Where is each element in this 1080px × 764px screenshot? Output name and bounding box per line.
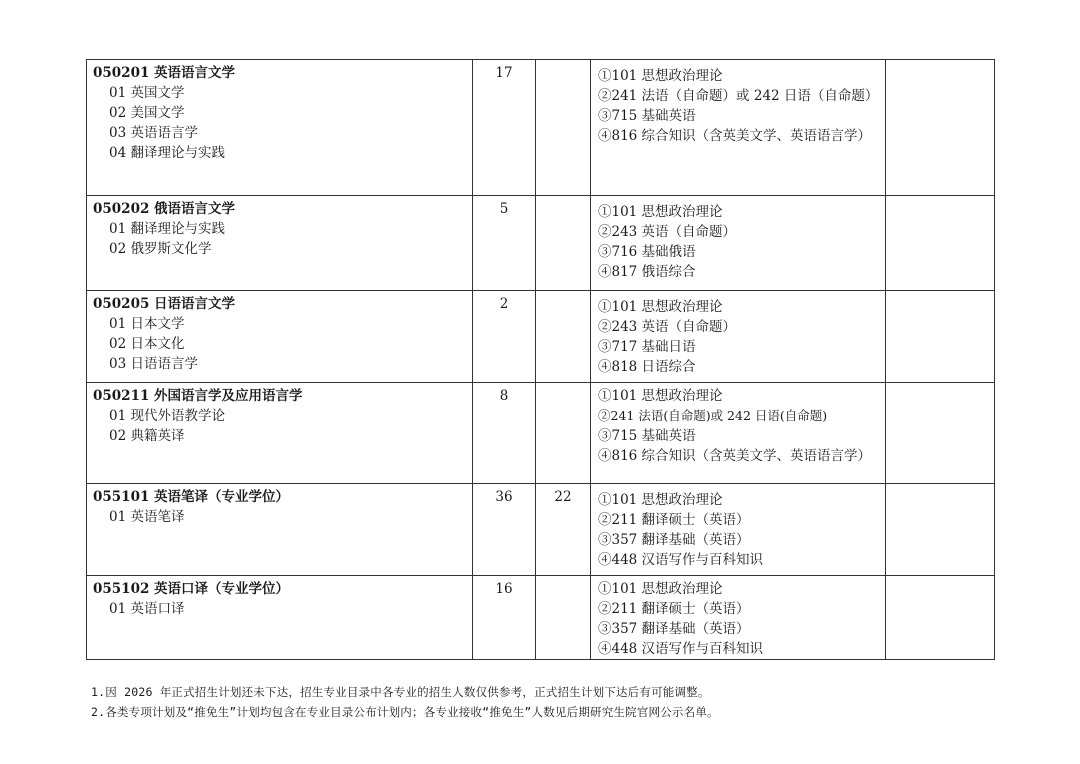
exam-cell bbox=[591, 383, 886, 484]
note-cell bbox=[886, 60, 995, 196]
major-title: 055101 英语笔译（专业学位） bbox=[93, 489, 290, 505]
direction-item: 02 日本文化 bbox=[109, 336, 185, 352]
table-row bbox=[87, 60, 995, 196]
footnote-2: 2.各类专项计划及“推免生”计划均包含在专业目录公布计划内；各专业接收“推免生”人数见后期研究生院官网公示名单。 bbox=[91, 705, 719, 719]
exam-subject: ②241 法语(自命题)或 242 日语(自命题) bbox=[598, 408, 828, 423]
exempt-count bbox=[536, 576, 591, 660]
exam-subject: ①101 思想政治理论 bbox=[598, 388, 723, 404]
exam-subject: ②243 英语（自命题） bbox=[598, 319, 737, 335]
plan-count: 5 bbox=[473, 196, 536, 291]
major-cell bbox=[87, 196, 473, 291]
direction-item: 02 典籍英译 bbox=[109, 428, 185, 444]
footnotes bbox=[91, 682, 991, 722]
exam-subject: ③715 基础英语 bbox=[598, 428, 696, 444]
exam-subject: ④816 综合知识（含英美文学、英语语言学） bbox=[598, 128, 872, 144]
catalog-table bbox=[86, 59, 995, 660]
table-row bbox=[87, 484, 995, 576]
major-title: 050202 俄语语言文学 bbox=[93, 201, 236, 217]
exam-subject: ①101 思想政治理论 bbox=[598, 581, 723, 597]
exam-subject: ④448 汉语写作与百科知识 bbox=[598, 552, 764, 568]
major-cell bbox=[87, 60, 473, 196]
direction-item: 01 英语笔译 bbox=[109, 509, 185, 525]
major-cell bbox=[87, 383, 473, 484]
direction-item: 04 翻译理论与实践 bbox=[109, 145, 225, 161]
plan-count: 8 bbox=[473, 383, 536, 484]
exam-cell bbox=[591, 291, 886, 383]
exam-subject: ①101 思想政治理论 bbox=[598, 68, 723, 84]
exam-subject: ②241 法语（自命题）或 242 日语（自命题） bbox=[598, 88, 879, 104]
exempt-count bbox=[536, 291, 591, 383]
exempt-count bbox=[536, 196, 591, 291]
exam-subject: ②211 翻译硕士（英语） bbox=[598, 512, 750, 528]
note-cell bbox=[886, 291, 995, 383]
exam-subject: ①101 思想政治理论 bbox=[598, 492, 723, 508]
exam-cell bbox=[591, 576, 886, 660]
exam-subject: ②211 翻译硕士（英语） bbox=[598, 601, 750, 617]
direction-item: 03 英语语言学 bbox=[109, 125, 198, 141]
exam-cell bbox=[591, 196, 886, 291]
direction-item: 01 日本文学 bbox=[109, 316, 185, 332]
plan-count: 36 bbox=[473, 484, 536, 576]
direction-item: 03 日语语言学 bbox=[109, 356, 198, 372]
direction-item: 01 英语口译 bbox=[109, 601, 185, 617]
direction-item: 02 俄罗斯文化学 bbox=[109, 241, 212, 257]
major-cell bbox=[87, 576, 473, 660]
major-cell bbox=[87, 291, 473, 383]
major-title: 050201 英语语言文学 bbox=[93, 65, 236, 81]
plan-count: 17 bbox=[473, 60, 536, 196]
exempt-count: 22 bbox=[536, 484, 591, 576]
exempt-count bbox=[536, 383, 591, 484]
exempt-count bbox=[536, 60, 591, 196]
major-cell bbox=[87, 484, 473, 576]
table-row bbox=[87, 576, 995, 660]
note-cell bbox=[886, 484, 995, 576]
table-row bbox=[87, 291, 995, 383]
direction-item: 01 现代外语教学论 bbox=[109, 408, 225, 424]
exam-subject: ③357 翻译基础（英语） bbox=[598, 532, 750, 548]
exam-subject: ④816 综合知识（含英美文学、英语语言学） bbox=[598, 448, 872, 464]
exam-cell bbox=[591, 60, 886, 196]
plan-count: 2 bbox=[473, 291, 536, 383]
direction-item: 01 英国文学 bbox=[109, 85, 185, 101]
exam-subject: ③716 基础俄语 bbox=[598, 244, 696, 260]
direction-item: 02 美国文学 bbox=[109, 105, 185, 121]
table-row bbox=[87, 383, 995, 484]
exam-subject: ④448 汉语写作与百科知识 bbox=[598, 641, 764, 657]
exam-cell bbox=[591, 484, 886, 576]
exam-subject: ③357 翻译基础（英语） bbox=[598, 621, 750, 637]
exam-subject: ④818 日语综合 bbox=[598, 359, 696, 375]
major-title: 050205 日语语言文学 bbox=[93, 296, 236, 312]
note-cell bbox=[886, 196, 995, 291]
exam-subject: ③715 基础英语 bbox=[598, 108, 696, 124]
note-cell bbox=[886, 576, 995, 660]
exam-subject: ①101 思想政治理论 bbox=[598, 299, 723, 315]
exam-subject: ④817 俄语综合 bbox=[598, 264, 696, 280]
exam-subject: ②243 英语（自命题） bbox=[598, 224, 737, 240]
major-title: 055102 英语口译（专业学位） bbox=[93, 581, 290, 597]
table-row bbox=[87, 196, 995, 291]
exam-subject: ①101 思想政治理论 bbox=[598, 204, 723, 220]
footnote-1: 1.因 2026 年正式招生计划还未下达，招生专业目录中各专业的招生人数仅供参考，正式招生计划下达后有可能调整。 bbox=[91, 685, 710, 699]
note-cell bbox=[886, 383, 995, 484]
exam-subject: ③717 基础日语 bbox=[598, 339, 696, 355]
plan-count: 16 bbox=[473, 576, 536, 660]
major-title: 050211 外国语言学及应用语言学 bbox=[93, 388, 303, 404]
direction-item: 01 翻译理论与实践 bbox=[109, 221, 225, 237]
